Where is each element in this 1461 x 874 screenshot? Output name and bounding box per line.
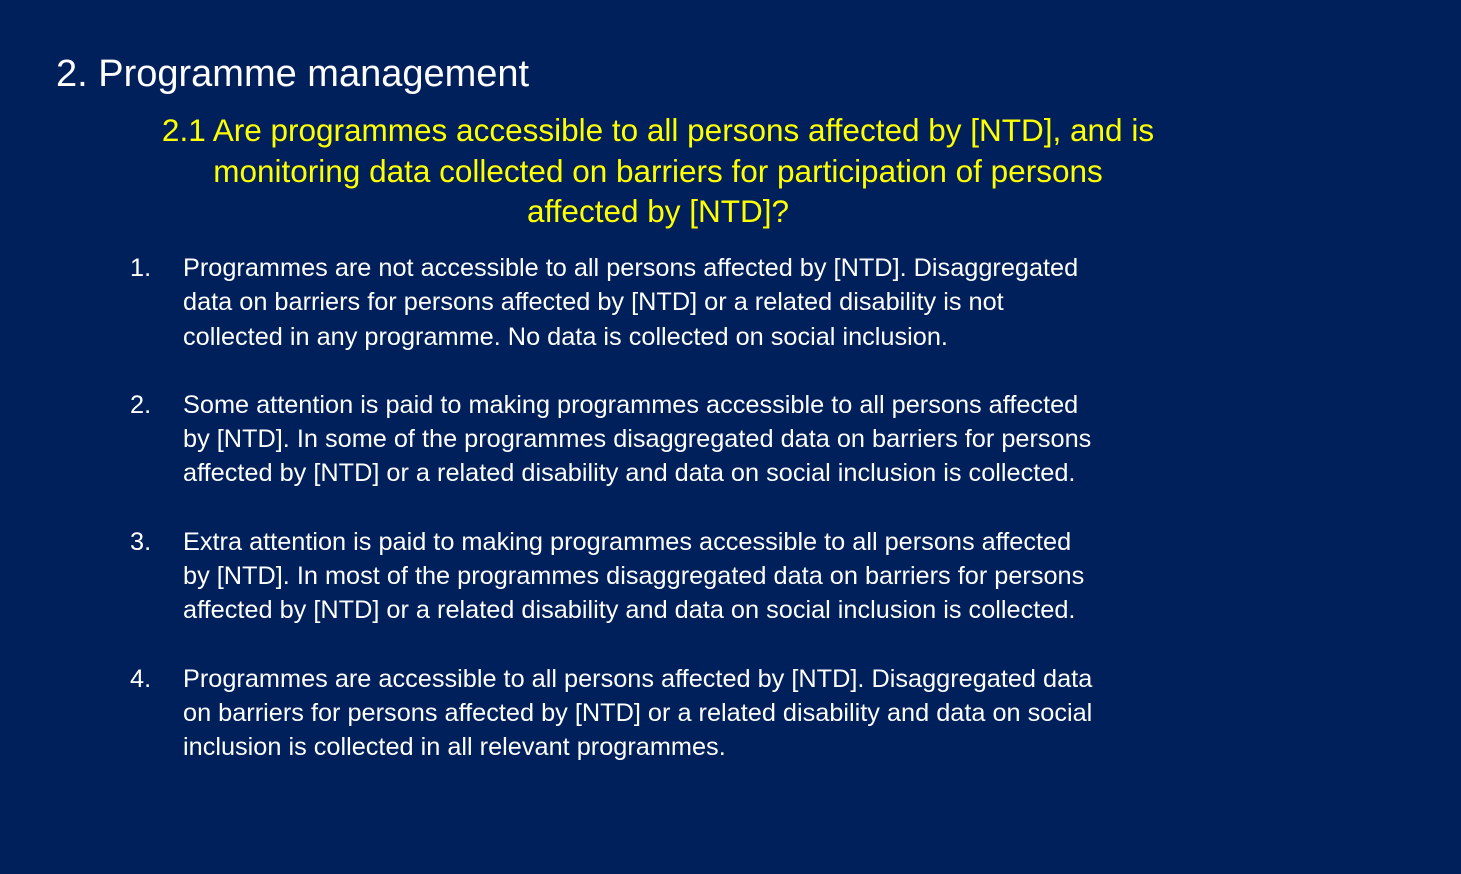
option-line: by [NTD]. In most of the programmes disaggregated data on barriers for persons	[183, 562, 1085, 591]
option-text	[183, 251, 1230, 354]
question-heading	[110, 110, 1206, 232]
option-number: 2.	[130, 390, 152, 419]
option-line: inclusion is collected in all relevant programmes.	[183, 733, 726, 762]
answer-option-1	[130, 251, 1230, 354]
option-line: collected in any programme. No data is collected on social inclusion.	[183, 322, 948, 351]
question-line: 2.1 Are programmes accessible to all persons affected by [NTD], and is	[161, 112, 1155, 148]
slide-title: 2. Programme management	[56, 53, 530, 95]
option-number: 1.	[130, 254, 152, 282]
option-line: Some attention is paid to making programmes accessible to all persons affected	[183, 390, 1079, 419]
answer-options-list	[130, 251, 1230, 799]
option-number: 4.	[130, 664, 152, 693]
answer-option-4	[130, 662, 1230, 765]
option-text	[183, 662, 1230, 765]
option-line: by [NTD]. In some of the programmes disaggregated data on barriers for persons	[183, 425, 1092, 454]
option-line: Programmes are not accessible to all persons affected by [NTD]. Disaggregated	[183, 254, 1079, 282]
option-line: affected by [NTD] or a related disability and data on social inclusion is collected.	[183, 596, 1076, 625]
option-line: affected by [NTD] or a related disability and data on social inclusion is collected.	[183, 459, 1076, 488]
option-line: data on barriers for persons affected by [NTD] or a related disability is not	[183, 288, 1004, 317]
question-line: monitoring data collected on barriers for participation of persons	[213, 152, 1103, 189]
option-line: on barriers for persons affected by [NTD] or a related disability and data on social	[183, 698, 1093, 727]
option-text	[183, 388, 1230, 491]
option-number: 3.	[130, 527, 152, 556]
answer-option-2	[130, 388, 1230, 491]
option-text	[183, 525, 1230, 628]
answer-option-3	[130, 525, 1230, 628]
option-line: Extra attention is paid to making programmes accessible to all persons affected	[183, 527, 1072, 556]
question-line: affected by [NTD]?	[526, 193, 790, 229]
option-line: Programmes are accessible to all persons affected by [NTD]. Disaggregated data	[183, 664, 1093, 693]
